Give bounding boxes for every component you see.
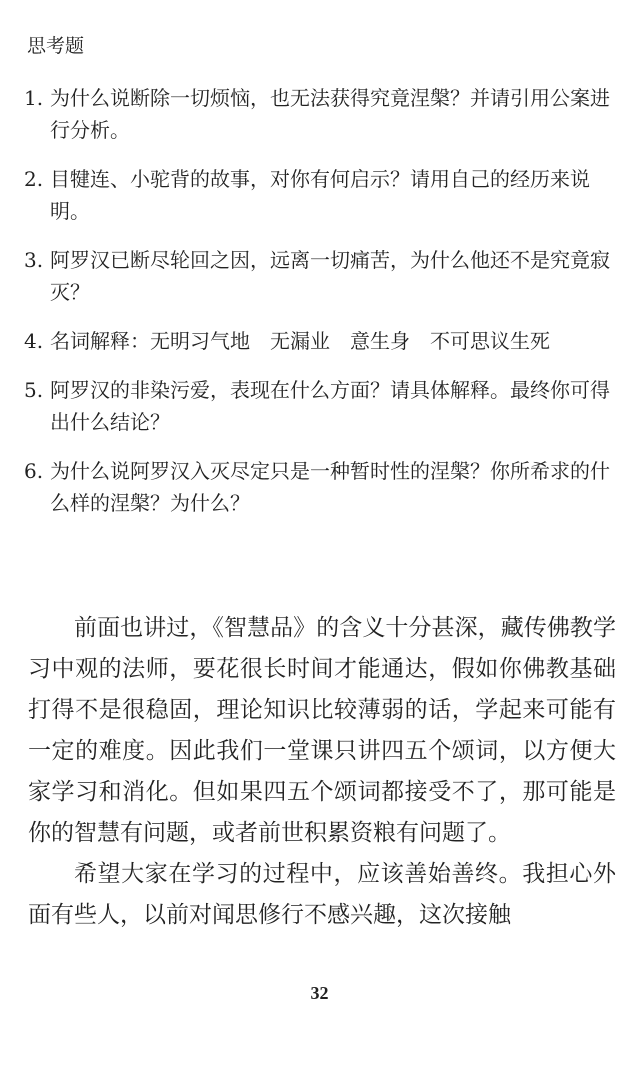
question-text: 阿罗汉的非染污爱，表现在什么方面？请具体解释。最终你可得出什么结论？ <box>50 378 610 434</box>
body-text <box>28 608 616 936</box>
question-text: 为什么说阿罗汉入灭尽定只是一种暂时性的涅槃？你所希求的什么样的涅槃？为什么？ <box>50 459 610 515</box>
question-text: 名词解释：无明习气地 无漏业 意生身 不可思议生死 <box>50 329 550 353</box>
question-list <box>24 82 620 536</box>
question-item <box>24 455 620 519</box>
question-number: 3. <box>24 248 44 272</box>
question-number: 2. <box>24 167 44 191</box>
question-item <box>24 82 620 146</box>
question-item <box>24 325 620 357</box>
question-number: 6. <box>24 459 44 483</box>
question-text: 为什么说断除一切烦恼，也无法获得究竟涅槃？并请引用公案进行分析。 <box>50 86 610 142</box>
question-number: 4. <box>24 329 44 353</box>
question-text: 目犍连、小驼背的故事，对你有何启示？请用自己的经历来说明。 <box>50 167 590 223</box>
question-item <box>24 163 620 227</box>
section-title: 思考题 <box>27 35 85 57</box>
question-text: 阿罗汉已断尽轮回之因，远离一切痛苦，为什么他还不是究竟寂灭？ <box>50 248 610 304</box>
body-paragraph: 希望大家在学习的过程中，应该善始善终。我担心外面有些人，以前对闻思修行不感兴趣，这次接触 <box>28 861 616 928</box>
question-number: 5. <box>24 378 44 402</box>
question-item <box>24 374 620 438</box>
page-number: 32 <box>310 983 329 1003</box>
question-item <box>24 244 620 308</box>
question-number: 1. <box>24 86 44 110</box>
body-paragraph: 前面也讲过，《智慧品》的含义十分甚深，藏传佛教学习中观的法师，要花很长时间才能通达，假如你佛教基础打得不是很稳固，理论知识比较薄弱的话，学起来可能有一定的难度。因此我们一堂课只讲四五个颂词，以方便大家学习和消化。但如果四五个颂词都接受不了，那可能是你的智慧有问题，或者前世积累资粮有问题了。 <box>28 615 616 846</box>
